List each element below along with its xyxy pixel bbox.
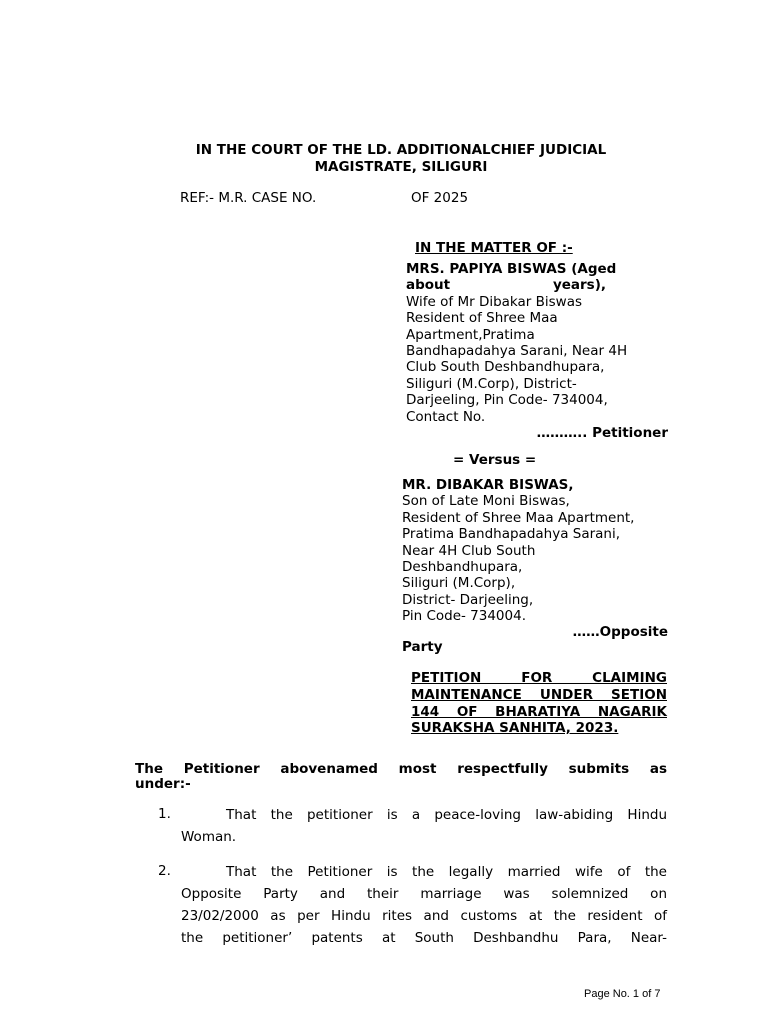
court-title <box>0 142 768 176</box>
petitioner-detail-line: Resident of Shree Maa <box>406 310 558 327</box>
petition-subject <box>411 670 667 737</box>
item-paragraph <box>181 804 667 848</box>
case-reference-label: REF:- M.R. CASE NO. <box>180 190 317 206</box>
opposite-party-detail-line: Deshbandhupara, <box>402 559 523 576</box>
matter-heading: IN THE MATTER OF :- <box>415 240 573 256</box>
opposite-party-detail-line: District- Darjeeling, <box>402 591 534 608</box>
opposite-party-detail-line: Pin Code- 734004. <box>402 608 526 625</box>
opposite-party-block <box>402 477 668 625</box>
item-line: Opposite Party and their marriage was solemnized on <box>181 886 667 902</box>
petitioner-detail-line: Contact No. <box>406 408 486 425</box>
intro-line-1: The Petitioner abovenamed most respectfully submits as <box>135 761 667 777</box>
page-number-footer: Page No. 1 of 7 <box>584 988 661 1000</box>
opposite-party-name: MR. DIBAKAR BISWAS, <box>402 477 574 493</box>
case-reference-year: OF 2025 <box>411 190 469 206</box>
opposite-party-detail-line: Pratima Bandhapadahya Sarani, <box>402 526 621 543</box>
item-line: That the Petitioner is the legally married wife of the <box>226 864 667 880</box>
opposite-party-detail-line: Near 4H Club South <box>402 542 536 559</box>
petitioner-tag: ……….. Petitioner <box>536 425 668 441</box>
opposite-party-tag <box>402 625 668 655</box>
item-line: the petitioner’ patents at South Deshbandhu Para, Near- <box>181 930 667 946</box>
petitioner-block <box>406 261 668 425</box>
item-line: Woman. <box>181 829 237 845</box>
item-number: 1. <box>158 806 171 822</box>
subject-line: SURAKSHA SANHITA, 2023. <box>411 720 619 737</box>
item-line: 23/02/2000 as per Hindu rites and customs at the resident of <box>181 908 667 924</box>
opposite-party-detail-line: Son of Late Moni Biswas, <box>402 493 570 510</box>
opposite-party-detail-line: Siliguri (M.Corp), <box>402 575 516 592</box>
intro-line-2: under:- <box>135 776 191 792</box>
opposite-party-tag-line-2: Party <box>402 639 443 655</box>
petitioner-detail-line: Wife of Mr Dibakar Biswas <box>406 293 583 310</box>
petitioner-detail-line: Siliguri (M.Corp), District- <box>406 375 577 392</box>
intro-paragraph <box>135 762 667 792</box>
opposite-party-detail-line: Resident of Shree Maa Apartment, <box>402 509 635 526</box>
versus-label: = Versus = <box>453 452 537 468</box>
petitioner-detail-line: Bandhapadahya Sarani, Near 4H <box>406 343 628 360</box>
petitioner-about: about <box>406 277 451 294</box>
petitioner-name-line-1: MRS. PAPIYA BISWAS (Aged <box>406 261 617 277</box>
petitioner-name-line-2 <box>406 277 606 293</box>
item-paragraph <box>181 861 667 949</box>
item-line: That the petitioner is a peace-loving law-abiding Hindu <box>226 807 667 823</box>
item-number: 2. <box>158 863 171 879</box>
court-title-line-2: MAGISTRATE, SILIGURI <box>314 159 488 175</box>
court-title-line-1: IN THE COURT OF THE LD. ADDITIONALCHIEF JUDICIAL <box>195 142 607 158</box>
subject-line: PETITION FOR CLAIMING <box>411 670 667 686</box>
subject-line: MAINTENANCE UNDER SETION <box>411 686 667 703</box>
petitioner-detail-line: Darjeeling, Pin Code- 734004, <box>406 392 608 409</box>
opposite-party-tag-line-1: ……Opposite <box>572 624 668 640</box>
petitioner-years: years), <box>552 277 606 294</box>
petitioner-detail-line: Club South Deshbandhupara, <box>406 359 605 376</box>
subject-line: 144 OF BHARATIYA NAGARIK <box>411 703 667 720</box>
petitioner-detail-line: Apartment,Pratima <box>406 326 535 343</box>
